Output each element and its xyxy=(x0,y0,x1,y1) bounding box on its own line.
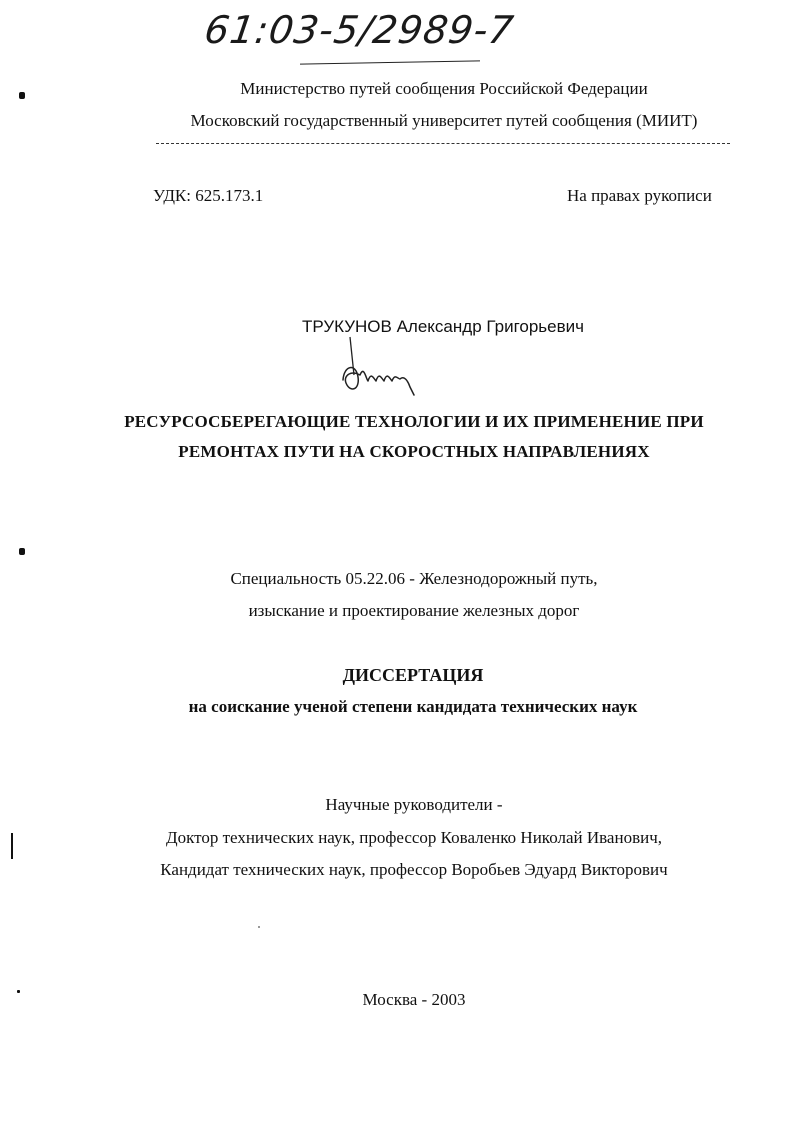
dissertation-title-line-1: РЕСУРСОСБЕРЕГАЮЩИЕ ТЕХНОЛОГИИ И ИХ ПРИМЕНЕНИЕ ПРИ xyxy=(124,412,704,431)
supervisors-heading: Научные руководители - xyxy=(325,795,503,814)
supervisor-1: Доктор технических наук, профессор Коваленко Николай Иванович, xyxy=(166,828,662,847)
manuscript-rights-note: На правах рукописи xyxy=(567,186,712,205)
city-year: Москва - 2003 xyxy=(362,990,466,1009)
degree-statement: на соискание ученой степени кандидата технических наук xyxy=(188,697,638,716)
ministry-name: Министерство путей сообщения Российской Федерации xyxy=(240,79,648,98)
scan-speck xyxy=(17,990,20,993)
scan-speck xyxy=(19,92,25,99)
dissertation-title-line-2: РЕМОНТАХ ПУТИ НА СКОРОСТНЫХ НАПРАВЛЕНИЯХ xyxy=(178,442,650,461)
scan-speck xyxy=(19,548,25,555)
university-name: Московский государственный университет путей сообщения (МИИТ) xyxy=(190,111,698,130)
udk-code: УДК: 625.173.1 xyxy=(153,186,264,205)
supervisor-2: Кандидат технических наук, профессор Воробьев Эдуард Викторович xyxy=(160,860,668,879)
scan-speck xyxy=(258,926,260,928)
specialty-line-2: изыскание и проектирование железных дорог xyxy=(248,601,580,620)
author-name: ТРУКУНОВ Александр Григорьевич xyxy=(301,317,585,336)
header-divider xyxy=(156,143,730,144)
archive-number-handwritten: 61:03-5/2989-7 xyxy=(201,8,517,52)
document-type: ДИССЕРТАЦИЯ xyxy=(342,665,484,685)
specialty-line-1: Специальность 05.22.06 - Железнодорожный путь, xyxy=(230,569,598,588)
archive-number-underline xyxy=(300,60,480,64)
scan-mark xyxy=(11,833,13,859)
author-signature xyxy=(338,335,428,400)
